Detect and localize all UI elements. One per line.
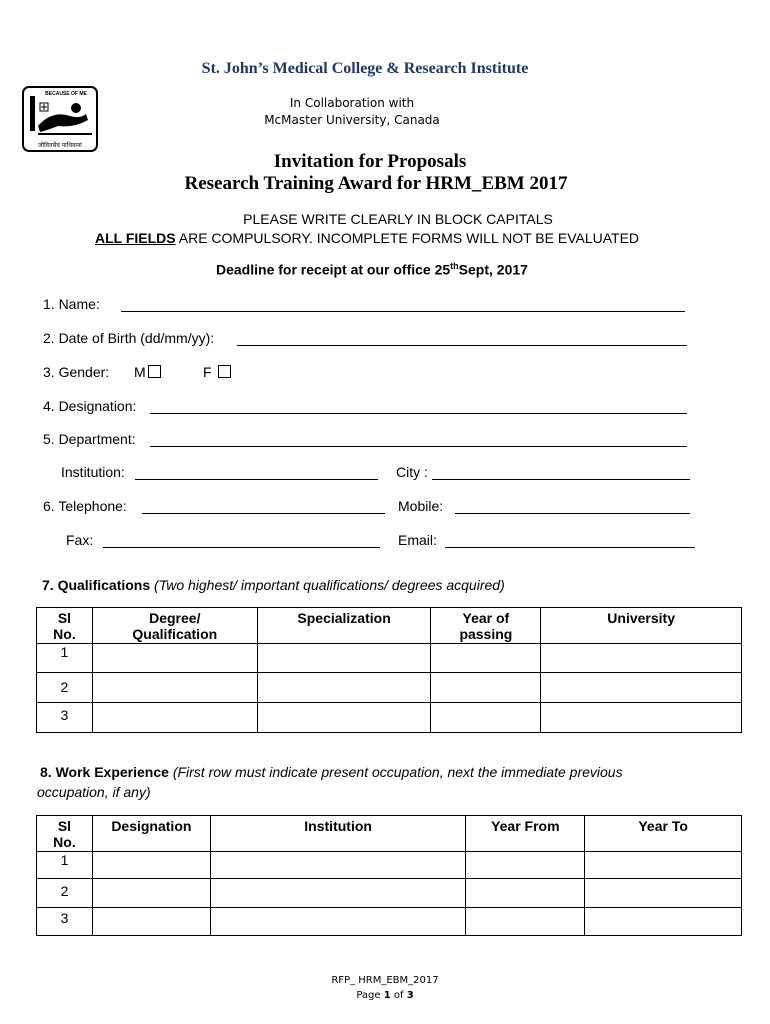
logo-motto-top: BECAUSE OF ME <box>45 91 87 97</box>
city-input-line[interactable] <box>432 467 690 480</box>
gender-female-label: F <box>203 364 212 380</box>
name-label: 1. Name: <box>43 296 100 312</box>
row-number: 1 <box>37 852 93 879</box>
instruction-compulsory <box>95 230 639 246</box>
work-experience-table <box>36 815 742 936</box>
year-cell[interactable] <box>431 673 541 703</box>
qualifications-table <box>36 607 742 733</box>
mobile-input-line[interactable] <box>455 501 690 514</box>
deadline-month: Sept, 2017 <box>458 261 528 278</box>
telephone-field <box>43 498 127 514</box>
col-year-to: Year To <box>585 816 742 852</box>
institution-field <box>61 464 125 480</box>
specialization-cell[interactable] <box>257 703 431 733</box>
department-input-line[interactable] <box>150 434 687 447</box>
table-row <box>37 673 742 703</box>
col-sl-no: Sl No. <box>37 816 93 852</box>
deadline-suffix: th <box>450 261 459 271</box>
work-experience-note: (First row must indicate present occupation, next the immediate previous <box>172 764 623 780</box>
institution-cell[interactable] <box>210 879 466 908</box>
institution-cell[interactable] <box>210 908 466 936</box>
instruction-block-capitals: PLEASE WRITE CLEARLY IN BLOCK CAPITALS <box>243 211 553 227</box>
col-year-of-passing: Year of passing <box>431 608 541 644</box>
table-row <box>37 908 742 936</box>
city-label: City : <box>396 464 428 480</box>
institution-input-line[interactable] <box>135 467 378 480</box>
year-cell[interactable] <box>431 703 541 733</box>
year-to-cell[interactable] <box>585 908 742 936</box>
email-field <box>398 532 437 548</box>
university-cell[interactable] <box>541 644 742 673</box>
telephone-input-line[interactable] <box>142 501 385 514</box>
institution-label: Institution: <box>61 464 125 480</box>
qualifications-title: 7. Qualifications <box>42 577 151 593</box>
specialization-cell[interactable] <box>257 644 431 673</box>
name-input-line[interactable] <box>121 299 685 312</box>
email-input-line[interactable] <box>445 535 695 548</box>
page-title: Invitation for Proposals <box>273 151 467 172</box>
partner-university: McMaster University, Canada <box>264 113 440 127</box>
designation-label: 4. Designation: <box>43 398 137 414</box>
gender-field <box>43 364 109 380</box>
department-label: 5. Department: <box>43 431 136 447</box>
city-field <box>396 464 428 480</box>
footer-document-code: RFP_ HRM_EBM_2017 <box>331 975 439 986</box>
col-specialization: Specialization <box>257 608 431 644</box>
fax-field <box>66 532 93 548</box>
row-number: 3 <box>37 908 93 936</box>
fax-label: Fax: <box>66 532 94 548</box>
dob-field <box>43 330 214 346</box>
designation-cell[interactable] <box>92 852 210 879</box>
all-fields-emphasis: ALL FIELDS <box>95 230 176 246</box>
year-cell[interactable] <box>431 644 541 673</box>
col-year-from: Year From <box>466 816 585 852</box>
qualifications-header-row <box>37 608 742 644</box>
year-from-cell[interactable] <box>466 879 585 908</box>
university-cell[interactable] <box>541 673 742 703</box>
table-row <box>37 703 742 733</box>
department-field <box>43 431 136 447</box>
col-university: University <box>541 608 742 644</box>
table-row <box>37 879 742 908</box>
telephone-label: 6. Telephone: <box>43 498 127 514</box>
year-from-cell[interactable] <box>466 852 585 879</box>
work-experience-title: 8. Work Experience <box>40 764 169 780</box>
col-degree: Degree/ Qualification <box>92 608 257 644</box>
footer-page-number: Page 1 of 3 <box>356 990 414 1001</box>
table-row <box>37 644 742 673</box>
table-row <box>37 852 742 879</box>
row-number: 2 <box>37 879 93 908</box>
designation-input-line[interactable] <box>150 401 687 414</box>
designation-field <box>43 398 136 414</box>
logo-motto-bottom: जीवितसैव पाथिवानां <box>38 142 82 149</box>
gender-female-checkbox[interactable] <box>218 365 231 378</box>
deadline-text: Deadline for receipt at our office 25 <box>216 261 451 278</box>
row-number: 1 <box>37 644 93 673</box>
mobile-field <box>398 498 443 514</box>
degree-cell[interactable] <box>92 644 257 673</box>
col-institution: Institution <box>210 816 466 852</box>
dob-input-line[interactable] <box>237 333 687 346</box>
page-subtitle: Research Training Award for HRM_EBM 2017 <box>184 173 568 194</box>
qualifications-note: (Two highest/ important qualifications/ degrees acquired) <box>154 577 505 593</box>
collaboration-line: In Collaboration with <box>289 96 415 110</box>
mobile-label: Mobile: <box>398 498 444 514</box>
year-from-cell[interactable] <box>466 908 585 936</box>
gender-female-option[interactable] <box>203 364 231 380</box>
col-designation: Designation <box>92 816 210 852</box>
gender-male-label: M <box>134 364 146 380</box>
deadline-notice <box>216 261 528 278</box>
gender-male-checkbox[interactable] <box>148 365 161 378</box>
degree-cell[interactable] <box>92 703 257 733</box>
university-cell[interactable] <box>541 703 742 733</box>
gender-label: 3. Gender: <box>43 364 110 380</box>
col-sl-no: Sl No. <box>37 608 93 644</box>
row-number: 3 <box>37 703 93 733</box>
specialization-cell[interactable] <box>257 673 431 703</box>
designation-cell[interactable] <box>92 908 210 936</box>
email-label: Email: <box>398 532 437 548</box>
designation-cell[interactable] <box>92 879 210 908</box>
degree-cell[interactable] <box>92 673 257 703</box>
work-header-row <box>37 816 742 852</box>
college-logo <box>22 86 98 152</box>
year-to-cell[interactable] <box>585 852 742 879</box>
qualifications-heading <box>42 577 505 593</box>
dob-label: 2. Date of Birth (dd/mm/yy): <box>43 330 215 346</box>
gender-male-option[interactable] <box>134 364 161 380</box>
row-number: 2 <box>37 673 93 703</box>
institution-title: St. John’s Medical College & Research Institute <box>201 60 529 77</box>
fax-input-line[interactable] <box>103 535 380 548</box>
institution-cell[interactable] <box>210 852 466 879</box>
work-experience-heading <box>40 764 623 780</box>
work-experience-note-cont: occupation, if any) <box>37 784 151 800</box>
year-to-cell[interactable] <box>585 879 742 908</box>
name-field <box>43 296 100 312</box>
instruction-compulsory-text: ARE COMPULSORY. INCOMPLETE FORMS WILL NOT BE EVALUATED <box>175 230 640 246</box>
